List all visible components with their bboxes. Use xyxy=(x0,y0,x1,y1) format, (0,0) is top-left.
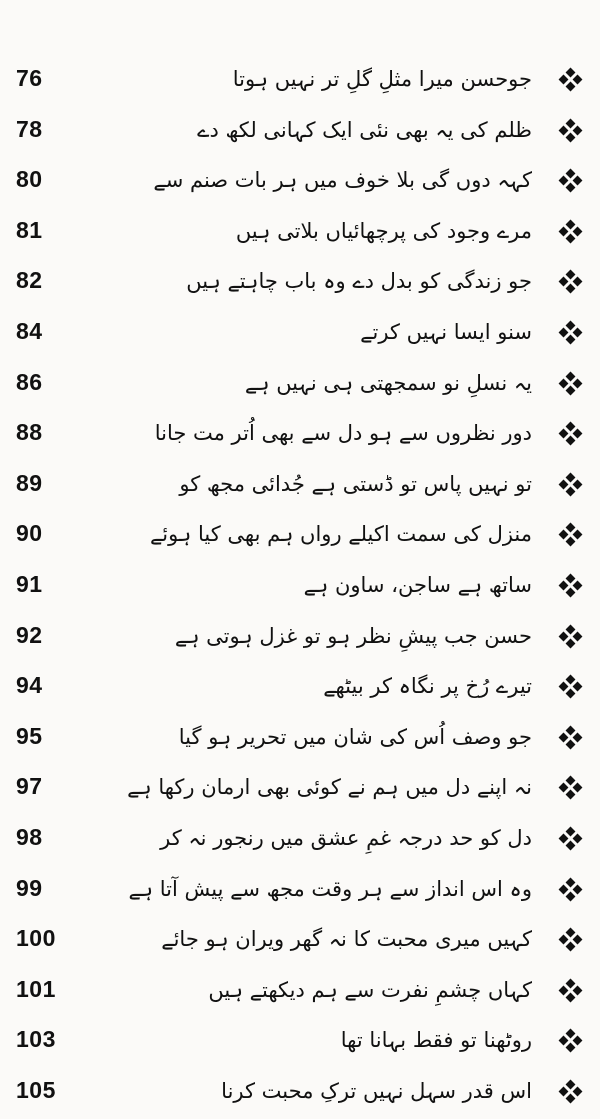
entry-title: اس قدر سہل نہیں ترکِ محبت کرنا xyxy=(221,1079,532,1103)
toc-entry xyxy=(0,361,600,411)
entry-title: یہ نسلِ نو سمجھتی ہی نہیں ہے xyxy=(244,370,532,395)
four-diamond-bullet-icon xyxy=(560,929,582,951)
toc-entry xyxy=(0,310,600,360)
four-diamond-bullet-icon xyxy=(560,373,582,395)
four-diamond-bullet-icon xyxy=(560,221,582,243)
toc-entry xyxy=(0,512,600,562)
four-diamond-bullet-icon xyxy=(560,170,582,192)
entry-title: حسن جب پیشِ نظر ہو تو غزل ہوتی ہے xyxy=(174,623,532,648)
toc-entry xyxy=(0,57,600,107)
entry-title: جوحسن میرا مثلِ گلِ تر نہیں ہوتا xyxy=(232,67,532,91)
four-diamond-bullet-icon xyxy=(560,575,582,597)
four-diamond-bullet-icon xyxy=(560,69,582,91)
four-diamond-bullet-icon xyxy=(560,1030,582,1052)
entry-title: کہیں میری محبت کا نہ گھر ویران ہو جائے xyxy=(161,927,532,952)
page-number: 97 xyxy=(16,773,43,800)
toc-entry xyxy=(0,715,600,765)
page-number: 94 xyxy=(16,672,43,699)
entry-title: جو وصف اُس کی شان میں تحریر ہو گیا xyxy=(178,724,532,749)
toc-entry xyxy=(0,563,600,613)
four-diamond-bullet-icon xyxy=(560,980,582,1002)
page-number: 90 xyxy=(16,520,43,547)
four-diamond-bullet-icon xyxy=(560,474,582,496)
four-diamond-bullet-icon xyxy=(560,524,582,546)
toc-entry xyxy=(0,968,600,1018)
page-number: 76 xyxy=(16,65,43,91)
four-diamond-bullet-icon xyxy=(560,322,582,344)
toc-entry xyxy=(0,664,600,714)
page-number: 95 xyxy=(16,722,43,749)
page-number: 91 xyxy=(16,571,43,597)
four-diamond-bullet-icon xyxy=(560,676,582,698)
entry-title: جو زندگی کو بدل دے وہ باب چاہتے ہیں xyxy=(186,269,532,294)
page-number: 82 xyxy=(16,267,43,294)
entry-title: مرے وجود کی پرچھائیاں بلاتی ہیں xyxy=(235,218,532,243)
toc-entry xyxy=(0,462,600,512)
toc-entry xyxy=(0,765,600,815)
entry-title: ساتھ ہے ساجن، ساون ہے xyxy=(303,573,532,597)
toc-entry xyxy=(0,158,600,208)
toc-entry xyxy=(0,917,600,967)
four-diamond-bullet-icon xyxy=(560,626,582,648)
entry-title: کہہ دوں گی بلا خوف میں ہر بات صنم سے xyxy=(153,168,532,193)
page-number: 92 xyxy=(16,621,43,648)
entry-title: نہ اپنے دل میں ہم نے کوئی بھی ارمان رکھا ہے xyxy=(127,775,532,800)
entry-title: ظلم کی یہ بھی نئی ایک کہانی لکھ دے xyxy=(197,117,532,142)
entry-title: منزل کی سمت اکیلے رواں ہم بھی کیا ہوئے xyxy=(150,522,532,547)
page-number: 89 xyxy=(16,469,43,496)
page-number: 80 xyxy=(16,166,43,193)
page-number: 84 xyxy=(16,318,43,344)
page-number: 81 xyxy=(16,216,43,243)
entry-title: وہ اس انداز سے ہر وقت مجھ سے پیش آتا ہے xyxy=(128,876,532,901)
entry-title: سنو ایسا نہیں کرتے xyxy=(360,320,532,344)
page-number: 103 xyxy=(16,1026,56,1053)
toc-entry xyxy=(0,1018,600,1068)
four-diamond-bullet-icon xyxy=(560,1081,582,1103)
four-diamond-bullet-icon xyxy=(560,879,582,901)
page-number: 88 xyxy=(16,419,43,446)
four-diamond-bullet-icon xyxy=(560,828,582,850)
toc-entry xyxy=(0,411,600,461)
page-number: 105 xyxy=(16,1077,56,1103)
toc-entry xyxy=(0,259,600,309)
four-diamond-bullet-icon xyxy=(560,727,582,749)
page-number: 99 xyxy=(16,874,43,901)
toc-entry xyxy=(0,1069,600,1119)
page-number: 78 xyxy=(16,115,43,142)
toc-entry xyxy=(0,816,600,866)
four-diamond-bullet-icon xyxy=(560,271,582,293)
page-number: 86 xyxy=(16,368,43,395)
four-diamond-bullet-icon xyxy=(560,120,582,142)
page-number: 100 xyxy=(16,925,56,952)
toc-entry xyxy=(0,867,600,917)
entry-title: تو نہیں پاس تو ڈستی ہے جُدائی مجھ کو xyxy=(179,471,532,496)
entry-title: دور نظروں سے ہو دل سے بھی اُتر مت جانا xyxy=(154,421,532,446)
page-number: 98 xyxy=(16,824,43,850)
four-diamond-bullet-icon xyxy=(560,777,582,799)
entry-title: تیرے رُخ پر نگاہ کر بیٹھے xyxy=(323,674,532,699)
toc-entry xyxy=(0,108,600,158)
entry-title: کہاں چشمِ نفرت سے ہم دیکھتے ہیں xyxy=(208,977,532,1002)
entry-title: دل کو حد درجہ غمِ عشق میں رنجور نہ کر xyxy=(160,826,532,850)
page-number: 101 xyxy=(16,975,56,1002)
entry-title: روٹھنا تو فقط بہانا تھا xyxy=(340,1028,532,1053)
four-diamond-bullet-icon xyxy=(560,423,582,445)
toc-entry xyxy=(0,614,600,664)
toc-entry xyxy=(0,209,600,259)
